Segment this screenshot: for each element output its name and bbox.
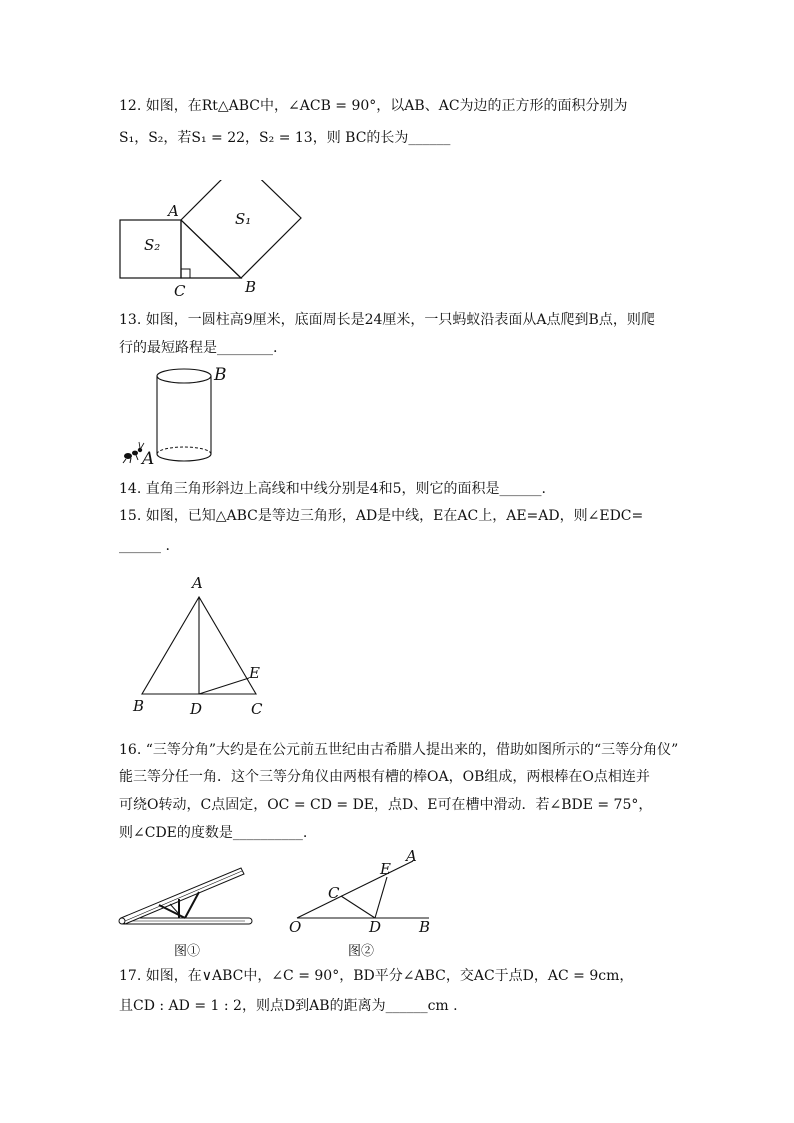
q12-figure <box>110 180 310 300</box>
cylinder-bottom-front <box>157 454 211 461</box>
q15-triangle-figure <box>125 570 275 720</box>
square-s1 <box>181 180 301 278</box>
segment-de <box>199 678 249 694</box>
label-d: D <box>190 700 203 718</box>
label-e: E <box>380 860 391 878</box>
q14-line1: 14. 直角三角形斜边上高线和中线分别是4和5，则它的面积是______. <box>119 481 546 497</box>
q16-line4: 则∠CDE的度数是__________. <box>119 825 308 841</box>
cylinder-top <box>157 369 211 383</box>
label-a: A <box>192 574 203 592</box>
q15-line1: 15. 如图，已知△ABC是等边三角形，AD是中线，E在AC上，AE=AD，则∠EDC= <box>119 508 644 524</box>
q12-line2: S₁，S₂，若S₁ = 22，S₂ = 13，则 BC的长为______ <box>119 130 451 146</box>
label-b: B <box>245 278 257 296</box>
label-s1: S₁ <box>235 210 252 228</box>
label-b: B <box>133 697 145 715</box>
q13-line1: 13. 如图，一圆柱高9厘米，底面周长是24厘米，一只蚂蚁沿表面从A点爬到B点，则爬 <box>119 312 655 328</box>
q13-line2: 行的最短路程是________. <box>119 340 278 356</box>
bar-oa <box>121 868 244 924</box>
q16-figure-2 <box>285 848 445 940</box>
label-b: B <box>419 918 431 936</box>
segment-cd <box>341 896 375 918</box>
label-c: C <box>328 884 340 902</box>
q17-line1: 17. 如图，在∨ABC中，∠C = 90°，BD平分∠ABC，交AC于点D，AC = 9cm， <box>119 968 634 984</box>
label-e: E <box>249 664 260 682</box>
q16-line2: 能三等分任一角．这个三等分角仪由两根有槽的棒OA，OB组成，两根棒在O点相连并 <box>119 769 650 785</box>
ant-icon <box>123 442 144 463</box>
label-o: O <box>289 918 302 936</box>
label-d: D <box>369 918 382 936</box>
q16-line3: 可绕O转动，C点固定，OC = CD = DE，点D、E可在槽中滑动．若∠BDE = 75°， <box>119 797 653 813</box>
q16-figure-1 <box>115 862 260 934</box>
q12-line1: 12. 如图，在Rt△ABC中，∠ACB = 90°，以AB、AC为边的正方形的面积分别为 <box>119 98 628 114</box>
label-a: A <box>168 202 179 220</box>
ray-oa <box>297 861 413 918</box>
label-a: A <box>406 848 417 865</box>
q13-cylinder-figure <box>118 362 238 470</box>
q16-line1: 16. “三等分角”大约是在公元前五世纪由古希腊人提出来的，借助如图所示的“三等分角仪” <box>119 742 679 758</box>
cylinder-bottom-back <box>157 447 211 454</box>
right-angle-mark <box>181 269 190 278</box>
q15-line2: ______ . <box>119 538 170 554</box>
label-s2: S₂ <box>144 236 161 254</box>
segment-de <box>375 877 387 918</box>
q17-line2: 且CD : AD = 1 : 2，则点D到AB的距离为______cm . <box>119 998 458 1014</box>
label-c: C <box>251 700 263 718</box>
figure-2-caption: 图② <box>348 944 375 959</box>
label-b: B <box>214 365 227 385</box>
figure-1-caption: 图① <box>174 944 201 959</box>
label-a: A <box>142 449 155 469</box>
label-c: C <box>174 282 186 300</box>
